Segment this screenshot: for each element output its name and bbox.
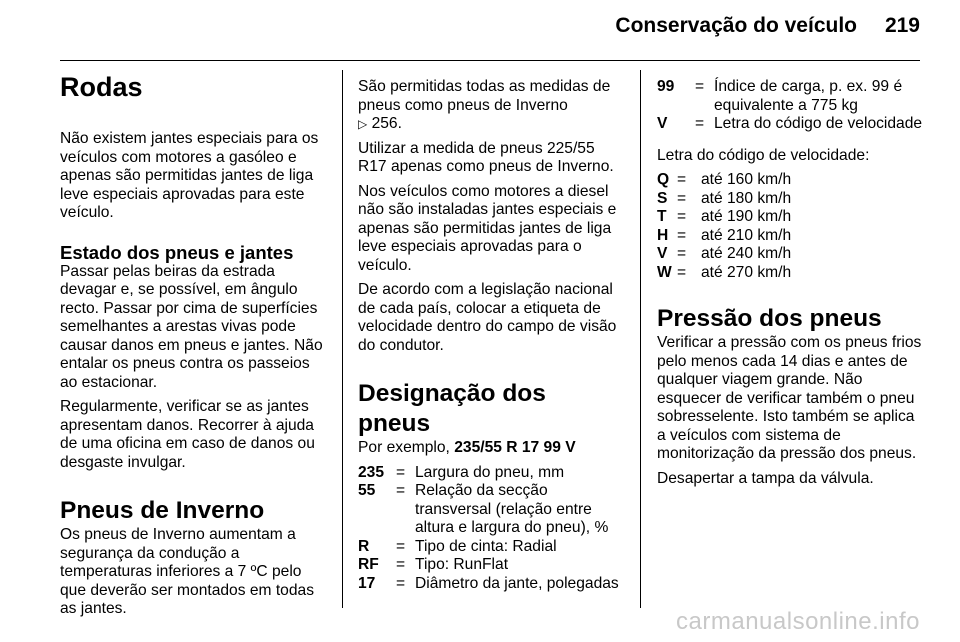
column-divider-1 (342, 70, 343, 608)
designacao-list (358, 464, 624, 594)
column-1 (60, 70, 326, 619)
list-item: S = até 180 km/h (657, 189, 792, 207)
diesel-paragraph: Nos veículos como motores a diesel não são instaladas jantes especiais e apenas são permitidas jantes de liga leve especiais aprovadas para o veículo. (358, 182, 617, 274)
example-value: 235/55 R 17 99 V (454, 439, 576, 456)
section-heading-pressao: Pressão dos pneus (657, 305, 882, 332)
designacao-list-continued (657, 78, 923, 134)
section-heading-inverno: Pneus de Inverno (60, 497, 265, 524)
list-item: V = Letra do código de velocidade (657, 115, 923, 132)
list-item: R = Tipo de cinta: Radial (358, 537, 557, 555)
list-item: V = até 240 km/h (657, 245, 792, 262)
speed-code-list (657, 171, 923, 282)
example-line (358, 439, 624, 458)
list-item: T = até 190 km/h (657, 208, 792, 225)
rodas-intro: Não existem jantes especiais para os veículos com motores a gasóleo e apenas são permitidas jantes de liga leve especiais aprovadas para este veículo. (60, 130, 319, 221)
column-divider-2 (640, 70, 641, 608)
arrow-ref-icon: ▷ (358, 117, 368, 131)
estado-paragraph-1: Passar pelas beiras da estrada devagar e, se possível, em ângulo recto. Passar por cima de superfícies semelhantes a arestas vivas pode causar danos em pneus e jantes. Não entalar os pneus contra os passeios ao estacionar. (60, 262, 323, 391)
column-3 (657, 78, 923, 488)
list-item: RF = Tipo: RunFlat (358, 556, 509, 573)
estado-paragraph-2: Regularmente, verificar se as jantes apresentam danos. Recorrer à ajuda de uma oficina em caso de danos ou desgaste invulgar. (60, 398, 315, 471)
pressao-paragraph-1: Verificar a pressão com os pneus frios pelo menos cada 14 dias e antes de qualquer viagem grande. Não esquecer de verificar também o pneu sobresselente. Isto também se aplica a veículos com sistema de monitorização da pressão dos pneus. (657, 334, 922, 462)
column-2 (358, 78, 624, 593)
page-header (0, 14, 960, 44)
example-prefix: Por exemplo, (358, 439, 450, 456)
pressao-paragraph-2: Desapertar a tampa da válvula. (657, 469, 874, 487)
section-heading-rodas: Rodas (60, 72, 143, 102)
page-reference-link[interactable]: 256. (371, 115, 402, 132)
list-item: H = até 210 km/h (657, 226, 792, 244)
medidas-paragraph (358, 78, 624, 134)
list-item: 99 = Índice de carga, p. ex. 99 é equivalente a 775 kg (657, 78, 903, 114)
list-item: 235 = Largura do pneu, mm (358, 463, 565, 481)
subheading-estado: Estado dos pneus e jantes (60, 241, 294, 263)
list-item: 55 = Relação da secção transversal (relação entre altura e largura do pneu), % (358, 482, 609, 536)
inverno-paragraph-1: Os pneus de Inverno aumentam a segurança da condução a temperaturas inferiores a 7 ºC pelo que deverão ser montados em todas as jantes. (60, 526, 314, 617)
medidas-text: São permitidas todas as medidas de pneus como pneus de Inverno (358, 78, 611, 114)
section-heading-designacao: Designação dos pneus (358, 380, 546, 437)
medida-225-paragraph: Utilizar a medida de pneus 225/55 R17 apenas como pneus de Inverno. (358, 139, 614, 175)
page-title: Conservação do veículo (615, 14, 857, 37)
legislacao-paragraph: De acordo com a legislação nacional de cada país, colocar a etiqueta de velocidade dentro do campo de visão do condutor. (358, 281, 617, 354)
speed-intro: Letra do código de velocidade: (657, 146, 870, 164)
list-item: Q = até 160 km/h (657, 171, 792, 188)
header-divider (60, 60, 920, 61)
page-number: 219 (884, 14, 920, 37)
list-item: 17 = Diâmetro da jante, polegadas (358, 574, 619, 592)
watermark: carmanualsonline.info (676, 608, 920, 635)
list-item: W = até 270 km/h (657, 263, 792, 281)
